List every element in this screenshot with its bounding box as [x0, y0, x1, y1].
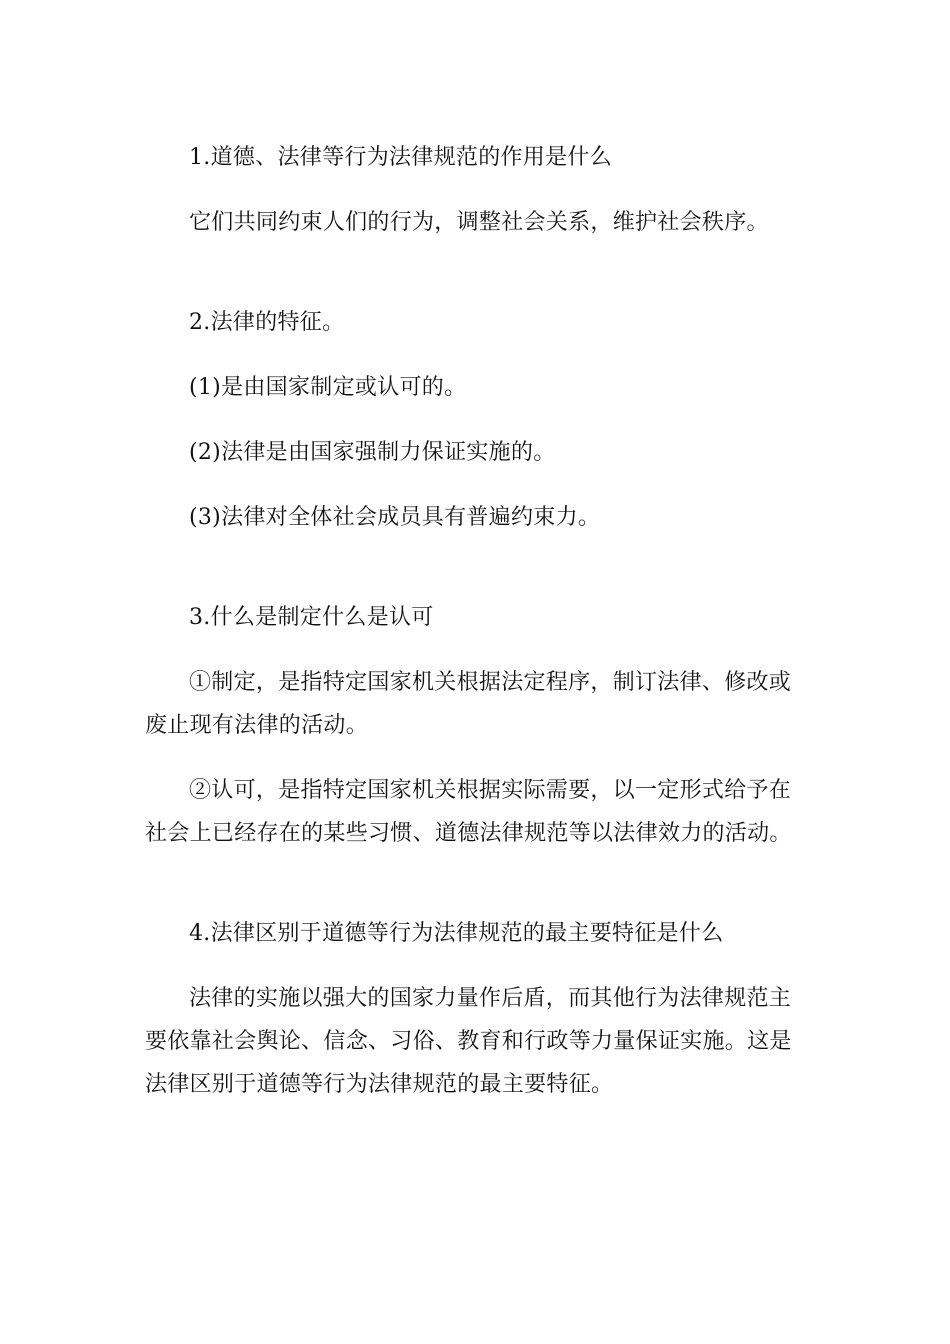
section-4-heading: 4.法律区别于道德等行为法律规范的最主要特征是什么: [189, 921, 724, 946]
section-3-paragraph-1: ①制定，是指特定国家机关根据法定程序，制订法律、修改或废止现有法律的活动。: [145, 670, 792, 738]
document-body: [145, 136, 810, 1106]
section-2-paragraph-2: (2)法律是由国家强制力保证实施的。: [189, 440, 556, 465]
section-4-paragraph-1: 法律的实施以强大的国家力量作后盾，而其他行为法律规范主要依靠社会舆论、信念、习俗、教育和行政等力量保证实施。这是法律区别于道德等行为法律规范的最主要特征。: [145, 986, 792, 1097]
section-3-paragraph-2: ②认可，是指特定国家机关根据实际需要，以一定形式给予在社会上已经存在的某些习惯、道德法律规范等以法律效力的活动。: [145, 778, 792, 846]
section-3-heading: 3.什么是制定什么是认可: [189, 605, 434, 630]
section-2-paragraph-3: (3)法律对全体社会成员具有普遍约束力。: [189, 505, 601, 530]
section-2-heading: 2.法律的特征。: [189, 310, 345, 335]
section-1-paragraph-1: 它们共同约束人们的行为，调整社会关系，维护社会秩序。: [189, 210, 769, 235]
section-2-paragraph-1: (1)是由国家制定或认可的。: [189, 375, 467, 400]
section-1-heading: 1.道德、法律等行为法律规范的作用是什么: [189, 145, 612, 170]
